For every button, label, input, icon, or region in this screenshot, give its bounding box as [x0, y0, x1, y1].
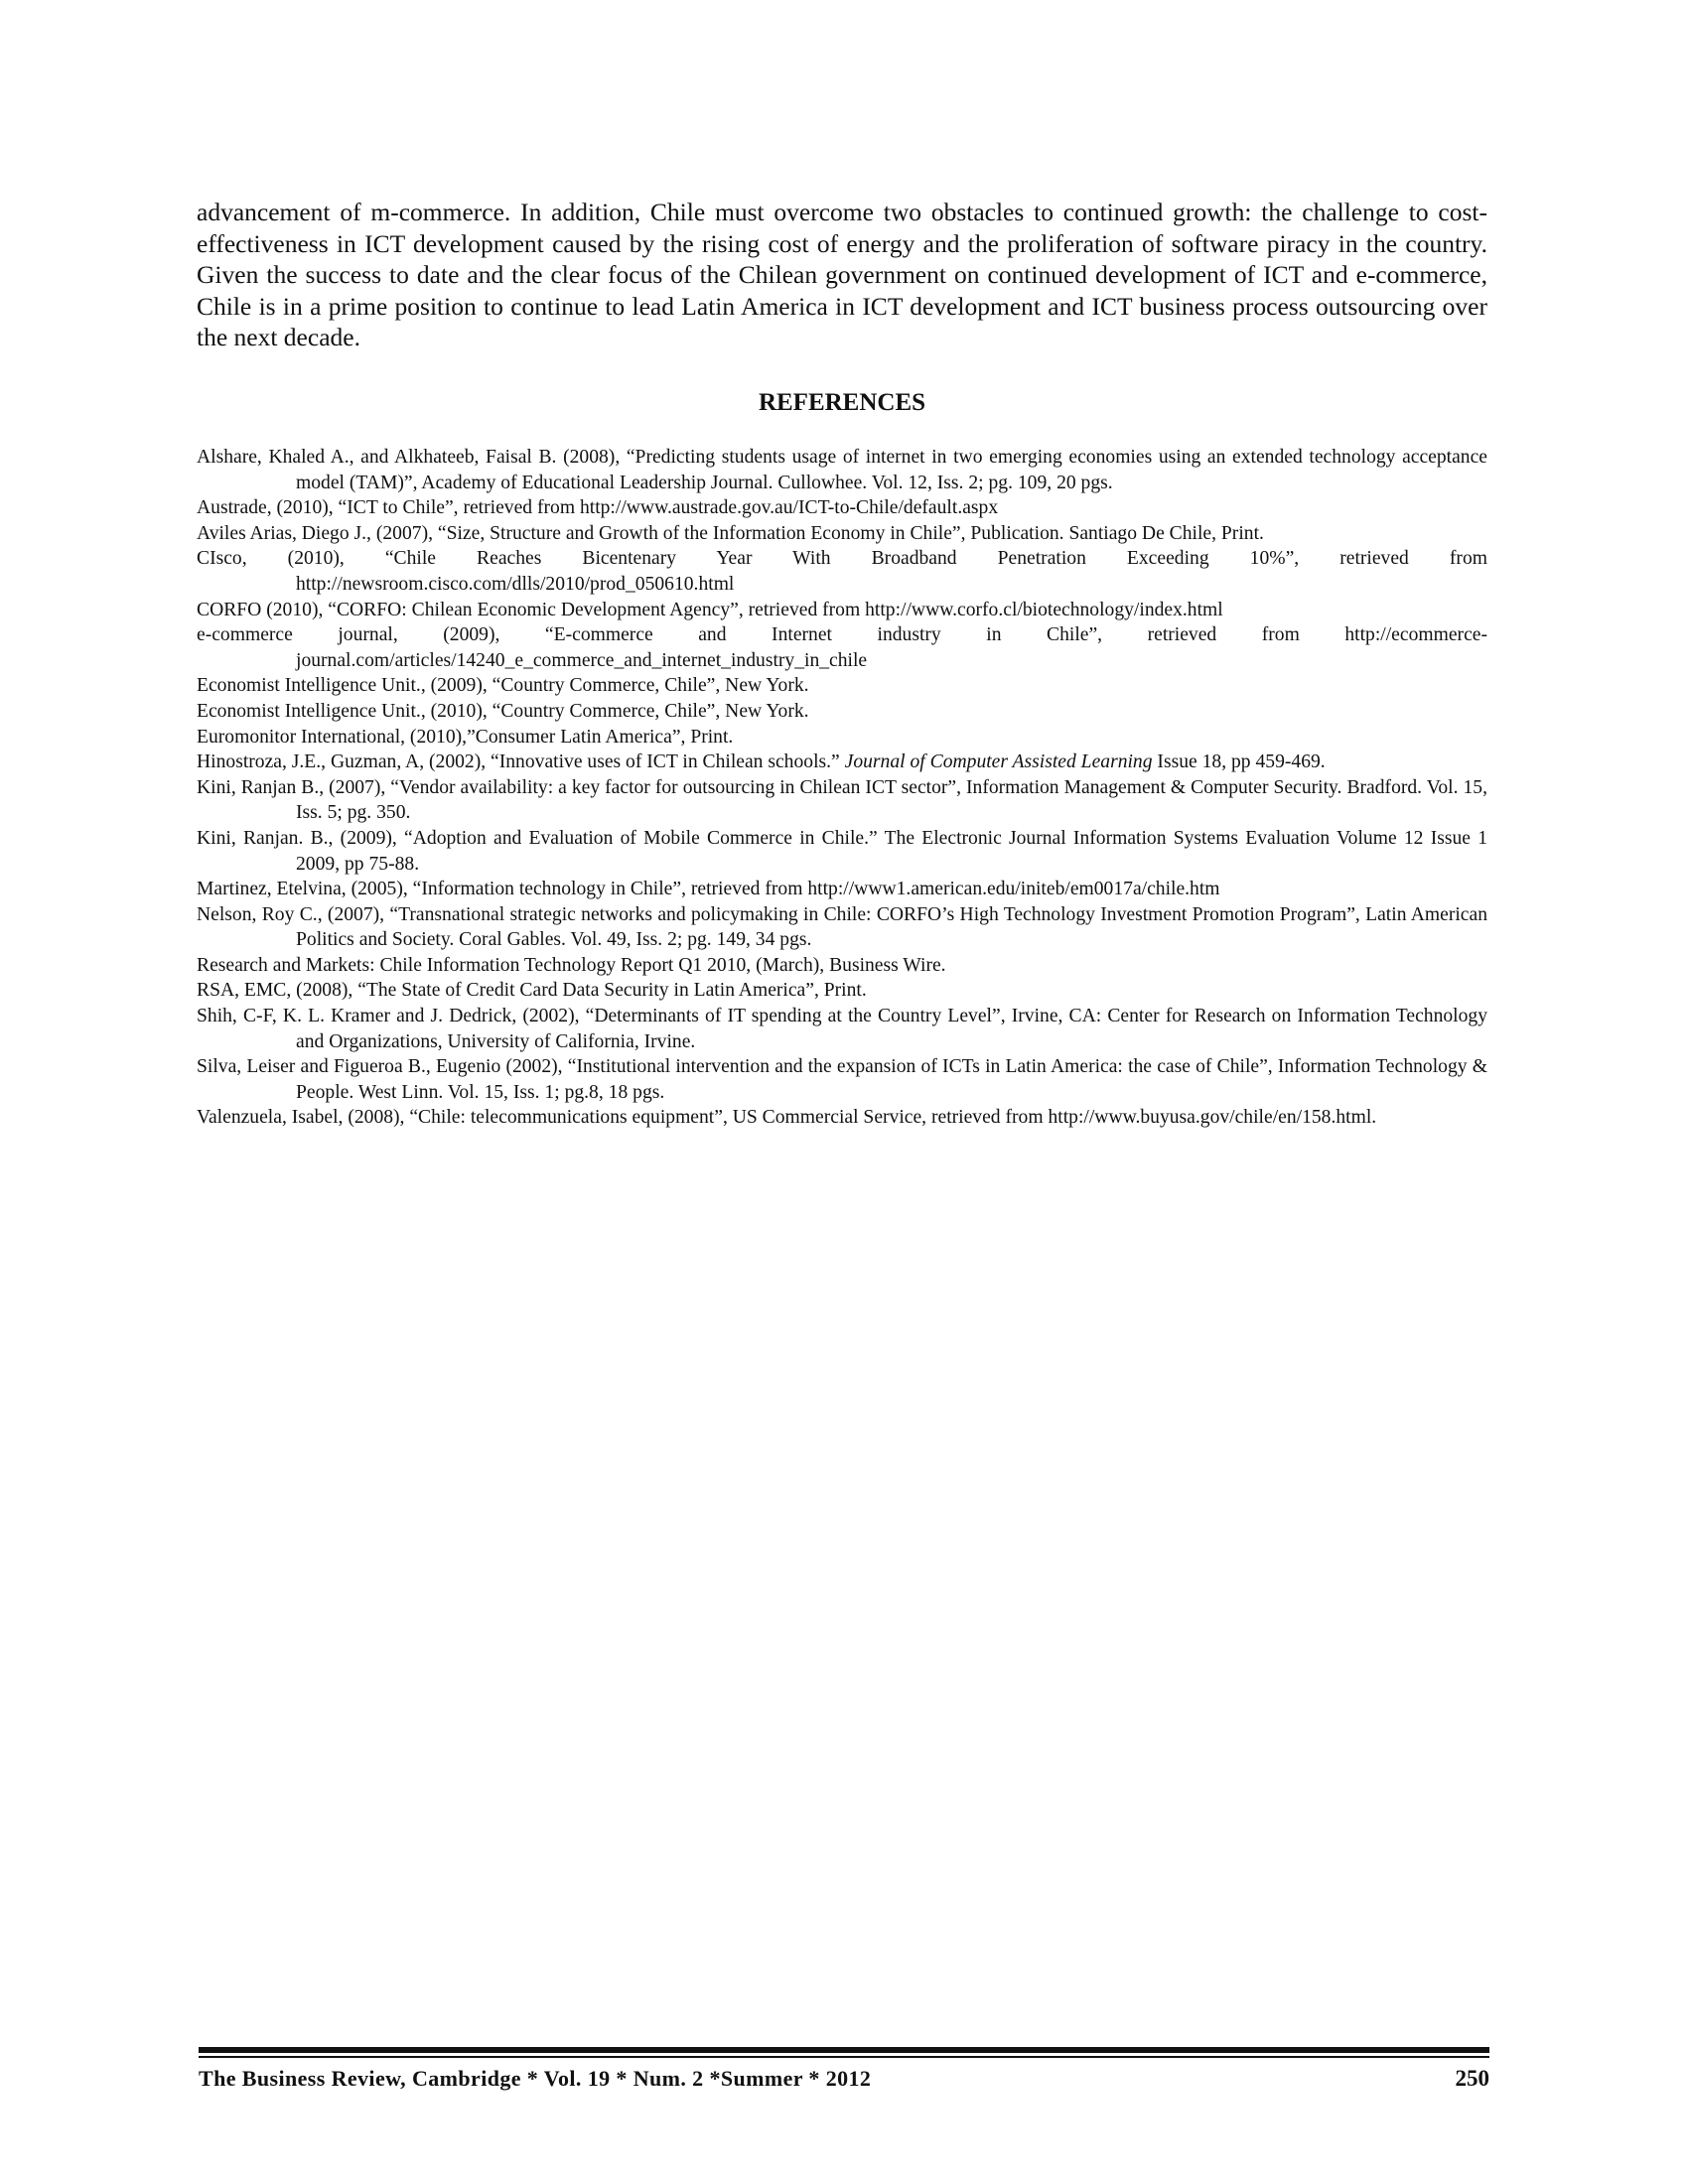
reference-item: Kini, Ranjan. B., (2009), “Adoption and Evaluation of Mobile Commerce in Chile.” The Electronic Journal Information Systems Evaluation Volume 12 Issue 1 2009, pp 75-88. [197, 827, 1487, 875]
reference-item: e-commerce journal, (2009), “E-commerce and Internet industry in Chile”, retrieved from http://ecommerce-journal.com/articles/14240_e_commerce_and_internet_industry_in_chile [197, 624, 1487, 671]
reference-item: Economist Intelligence Unit., (2009), “Country Commerce, Chile”, New York. [197, 675, 809, 697]
reference-item: Economist Intelligence Unit., (2010), “Country Commerce, Chile”, New York. [197, 700, 809, 722]
reference-item: Silva, Leiser and Figueroa B., Eugenio (2002), “Institutional intervention and the expansion of ICTs in Latin America: the case of Chile”, Information Technology & People. West Linn. Vol. 15, Iss. 1; pg.8, 18 pgs. [197, 1056, 1487, 1103]
reference-item: Valenzuela, Isabel, (2008), “Chile: telecommunications equipment”, US Commercial Service, retrieved from http://www.buyusa.gov/chile/en/158.html. [197, 1107, 1377, 1129]
references-heading: REFERENCES [758, 389, 926, 416]
reference-item: RSA, EMC, (2008), “The State of Credit Card Data Security in Latin America”, Print. [197, 980, 867, 1002]
footer-journal-info: The Business Review, Cambridge * Vol. 19 * Num. 2 *Summer * 2012 [199, 2066, 872, 2091]
reference-text: Issue 18, pp 459-469. [1152, 751, 1326, 773]
reference-item: Research and Markets: Chile Information Technology Report Q1 2010, (March), Business Wire. [197, 954, 946, 976]
page-number: 250 [1455, 2066, 1489, 2091]
journal-title: Journal of Computer Assisted Learning [844, 751, 1153, 773]
reference-item: CORFO (2010), “CORFO: Chilean Economic Development Agency”, retrieved from http://www.corfo.cl/biotechnology/index.html [197, 599, 1223, 620]
reference-item: Kini, Ranjan B., (2007), “Vendor availability: a key factor for outsourcing in Chilean ICT sector”, Information Management & Computer Security. Bradford. Vol. 15, Iss. 5; pg. 350. [197, 776, 1487, 824]
reference-item: Nelson, Roy C., (2007), “Transnational strategic networks and policymaking in Chile: CORFO’s High Technology Investment Promotion Program”, Latin American Politics and Society. Coral Gables. Vol. 49, Iss. 2; pg. 149, 34 pgs. [197, 903, 1487, 951]
body-paragraph: advancement of m-commerce. In addition, Chile must overcome two obstacles to continued growth: the challenge to cost-effectiveness in ICT development caused by the rising cost of energy and the proliferation of software piracy in the country. Given the success to date and the clear focus of the Chilean government on continued development of ICT and e-commerce, Chile is in a prime position to continue to lead Latin America in ICT development and ICT business process outsourcing over the next decade. [197, 198, 1487, 351]
footer-divider [199, 2047, 1489, 2053]
footer-divider [199, 2056, 1489, 2058]
reference-text: Hinostroza, J.E., Guzman, A, (2002), “Innovative uses of ICT in Chilean schools.” [197, 751, 845, 773]
reference-list [197, 445, 1487, 1131]
reference-item: Alshare, Khaled A., and Alkhateeb, Faisal B. (2008), “Predicting students usage of internet in two emerging economies using an extended technology acceptance model (TAM)”, Academy of Educational Leadership Journal. Cullowhee. Vol. 12, Iss. 2; pg. 109, 20 pgs. [197, 447, 1487, 493]
reference-item: Austrade, (2010), “ICT to Chile”, retrieved from http://www.austrade.gov.au/ICT-to-Chile/default.aspx [197, 497, 999, 519]
reference-item: CIsco, (2010), “Chile Reaches Bicentenary Year With Broadband Penetration Exceeding 10%”, retrieved from http://newsroom.cisco.com/dlls/2010/prod_050610.html [197, 548, 1487, 595]
reference-item: Shih, C-F, K. L. Kramer and J. Dedrick, (2002), “Determinants of IT spending at the Country Level”, Irvine, CA: Center for Research on Information Technology and Organizations, University of California, Irvine. [197, 1006, 1487, 1052]
reference-item: Euromonitor International, (2010),”Consumer Latin America”, Print. [197, 726, 734, 748]
reference-item: Aviles Arias, Diego J., (2007), “Size, Structure and Growth of the Information Economy in Chile”, Publication. Santiago De Chile, Print. [197, 522, 1264, 544]
reference-item [197, 750, 1487, 775]
reference-item: Martinez, Etelvina, (2005), “Information technology in Chile”, retrieved from http://www1.american.edu/initeb/em0017a/chile.htm [197, 879, 1220, 900]
